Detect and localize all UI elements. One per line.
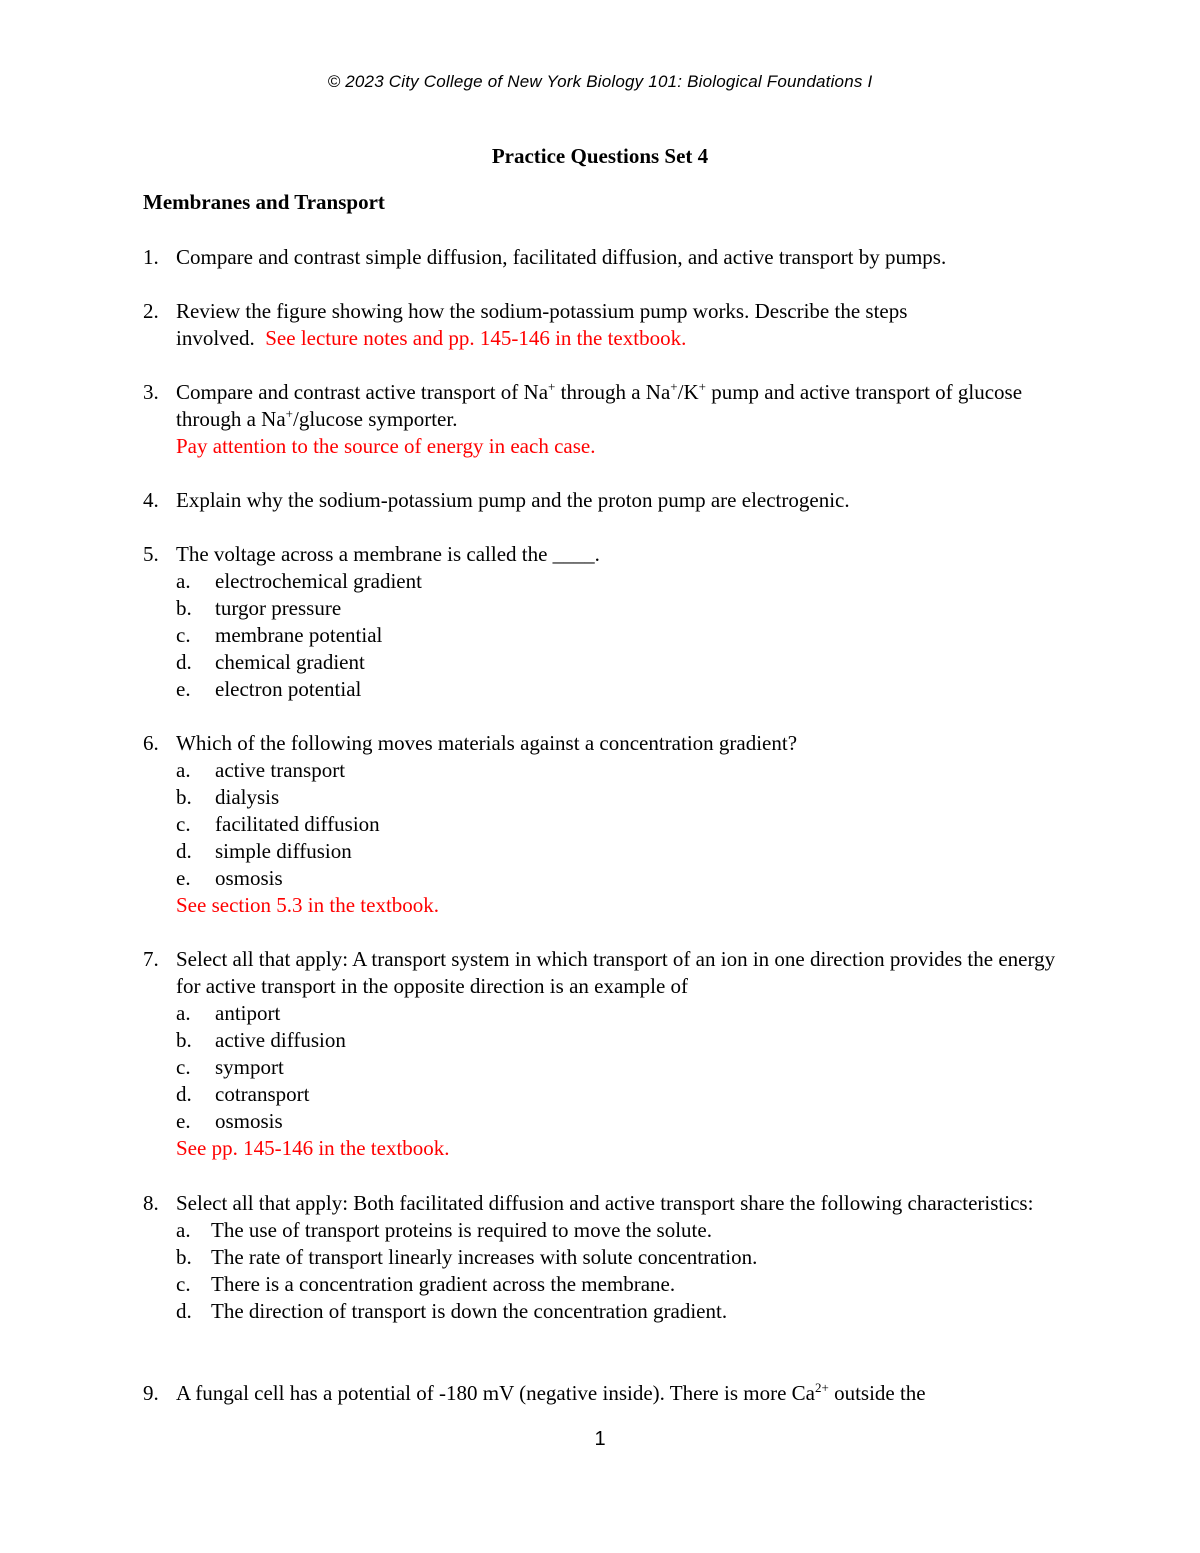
page-header: © 2023 City College of New York Biology 101: Biological Foundations I bbox=[327, 72, 873, 91]
option-letter: a. bbox=[176, 758, 191, 782]
text-run: /K bbox=[677, 380, 699, 404]
answer-option bbox=[176, 1298, 1063, 1325]
option-text: electron potential bbox=[215, 677, 362, 701]
answer-option bbox=[176, 1000, 1063, 1027]
option-text: simple diffusion bbox=[215, 839, 352, 863]
answer-option bbox=[176, 1027, 1063, 1054]
section-heading: Membranes and Transport bbox=[143, 190, 385, 214]
question-text: Select all that apply: Both facilitated diffusion and active transport share the following characteristics: bbox=[176, 1191, 1034, 1215]
question-number: 6. bbox=[143, 731, 159, 755]
option-letter: a. bbox=[176, 569, 191, 593]
option-text: antiport bbox=[215, 1001, 281, 1025]
study-note: See section 5.3 in the textbook. bbox=[176, 893, 440, 917]
text-run: pump and active transport of glucose through a Na bbox=[176, 380, 1023, 431]
option-text: turgor pressure bbox=[215, 596, 342, 620]
option-text: active diffusion bbox=[215, 1028, 346, 1052]
question-8 bbox=[143, 1190, 1063, 1325]
answer-option bbox=[176, 1244, 1063, 1271]
answer-option bbox=[176, 568, 1063, 595]
answer-option bbox=[176, 1217, 1063, 1244]
answer-option bbox=[176, 1108, 1063, 1135]
question-number: 9. bbox=[143, 1381, 159, 1405]
option-letter: c. bbox=[176, 1055, 191, 1079]
text-run: outside the bbox=[828, 1381, 926, 1405]
answer-option bbox=[176, 1081, 1063, 1108]
superscript: + bbox=[698, 379, 706, 394]
text-run: through a Na bbox=[555, 380, 671, 404]
answer-option bbox=[176, 622, 1063, 649]
question-4 bbox=[143, 487, 1063, 514]
option-letter: d. bbox=[176, 1299, 192, 1323]
question-text: The voltage across a membrane is called the ____. bbox=[176, 542, 600, 566]
question-number: 5. bbox=[143, 542, 159, 566]
question-number: 1. bbox=[143, 245, 159, 269]
option-text: active transport bbox=[215, 758, 346, 782]
option-text: electrochemical gradient bbox=[215, 569, 422, 593]
text-run: A fungal cell has a potential of -180 mV (negative inside). There is more Ca bbox=[176, 1381, 815, 1405]
option-text: The direction of transport is down the concentration gradient. bbox=[211, 1299, 728, 1323]
question-1 bbox=[143, 244, 1063, 271]
option-letter: e. bbox=[176, 1109, 191, 1133]
superscript: + bbox=[285, 406, 293, 421]
answer-option bbox=[176, 595, 1063, 622]
question-number: 4. bbox=[143, 488, 159, 512]
superscript: + bbox=[670, 379, 678, 394]
page-title: Practice Questions Set 4 bbox=[491, 144, 709, 168]
question-2 bbox=[143, 298, 1063, 352]
option-letter: c. bbox=[176, 623, 191, 647]
option-letter: b. bbox=[176, 1028, 192, 1052]
option-letter: b. bbox=[176, 1245, 192, 1269]
question-text bbox=[176, 1380, 1063, 1407]
option-text: osmosis bbox=[215, 866, 283, 890]
option-text: symport bbox=[215, 1055, 284, 1079]
study-note: See pp. 145-146 in the textbook. bbox=[176, 1136, 450, 1160]
option-letter: d. bbox=[176, 839, 192, 863]
option-letter: d. bbox=[176, 650, 192, 674]
superscript: 2+ bbox=[814, 1380, 829, 1395]
option-text: dialysis bbox=[215, 785, 280, 809]
question-9 bbox=[143, 1380, 1063, 1407]
option-letter: c. bbox=[176, 812, 191, 836]
answer-option bbox=[176, 676, 1063, 703]
study-note: Pay attention to the source of energy in each case. bbox=[176, 434, 596, 458]
text-run: Compare and contrast active transport of Na bbox=[176, 380, 549, 404]
question-number: 8. bbox=[143, 1191, 159, 1215]
question-number: 3. bbox=[143, 380, 159, 404]
question-text: involved. bbox=[176, 326, 255, 350]
option-letter: e. bbox=[176, 677, 191, 701]
question-text: Compare and contrast simple diffusion, facilitated diffusion, and active transport by pumps. bbox=[176, 245, 947, 269]
option-text: There is a concentration gradient across the membrane. bbox=[211, 1272, 676, 1296]
question-text: Explain why the sodium-potassium pump and the proton pump are electrogenic. bbox=[176, 488, 850, 512]
answer-option bbox=[176, 649, 1063, 676]
answer-option bbox=[176, 838, 1063, 865]
question-6 bbox=[143, 730, 1063, 919]
answer-option bbox=[176, 784, 1063, 811]
option-text: osmosis bbox=[215, 1109, 283, 1133]
option-letter: d. bbox=[176, 1082, 192, 1106]
option-letter: e. bbox=[176, 866, 191, 890]
option-text: chemical gradient bbox=[215, 650, 365, 674]
option-letter: a. bbox=[176, 1218, 191, 1242]
question-text: Review the figure showing how the sodium-potassium pump works. Describe the steps bbox=[176, 299, 908, 323]
option-letter: b. bbox=[176, 785, 192, 809]
superscript: + bbox=[548, 379, 556, 394]
option-letter: a. bbox=[176, 1001, 191, 1025]
option-text: The rate of transport linearly increases with solute concentration. bbox=[211, 1245, 758, 1269]
question-3 bbox=[143, 379, 1063, 460]
answer-option bbox=[176, 757, 1063, 784]
question-number: 2. bbox=[143, 299, 159, 323]
study-note: See lecture notes and pp. 145-146 in the textbook. bbox=[265, 326, 687, 350]
question-text bbox=[176, 379, 1063, 433]
option-letter: c. bbox=[176, 1272, 191, 1296]
option-text: The use of transport proteins is required to move the solute. bbox=[211, 1218, 712, 1242]
option-text: cotransport bbox=[215, 1082, 310, 1106]
text-run: /glucose symporter. bbox=[292, 407, 458, 431]
question-5 bbox=[143, 541, 1063, 703]
question-7 bbox=[143, 946, 1063, 1162]
answer-option bbox=[176, 811, 1063, 838]
answer-option bbox=[176, 1054, 1063, 1081]
option-letter: b. bbox=[176, 596, 192, 620]
answer-option bbox=[176, 1271, 1063, 1298]
option-text: facilitated diffusion bbox=[215, 812, 380, 836]
question-text: Which of the following moves materials against a concentration gradient? bbox=[176, 731, 798, 755]
page-number: 1 bbox=[594, 1428, 606, 1450]
question-text: Select all that apply: A transport system in which transport of an ion in one direction provides the energy for active transport in the opposite direction is an example of bbox=[176, 947, 1056, 998]
question-number: 7. bbox=[143, 947, 159, 971]
option-text: membrane potential bbox=[215, 623, 383, 647]
answer-option bbox=[176, 865, 1063, 892]
